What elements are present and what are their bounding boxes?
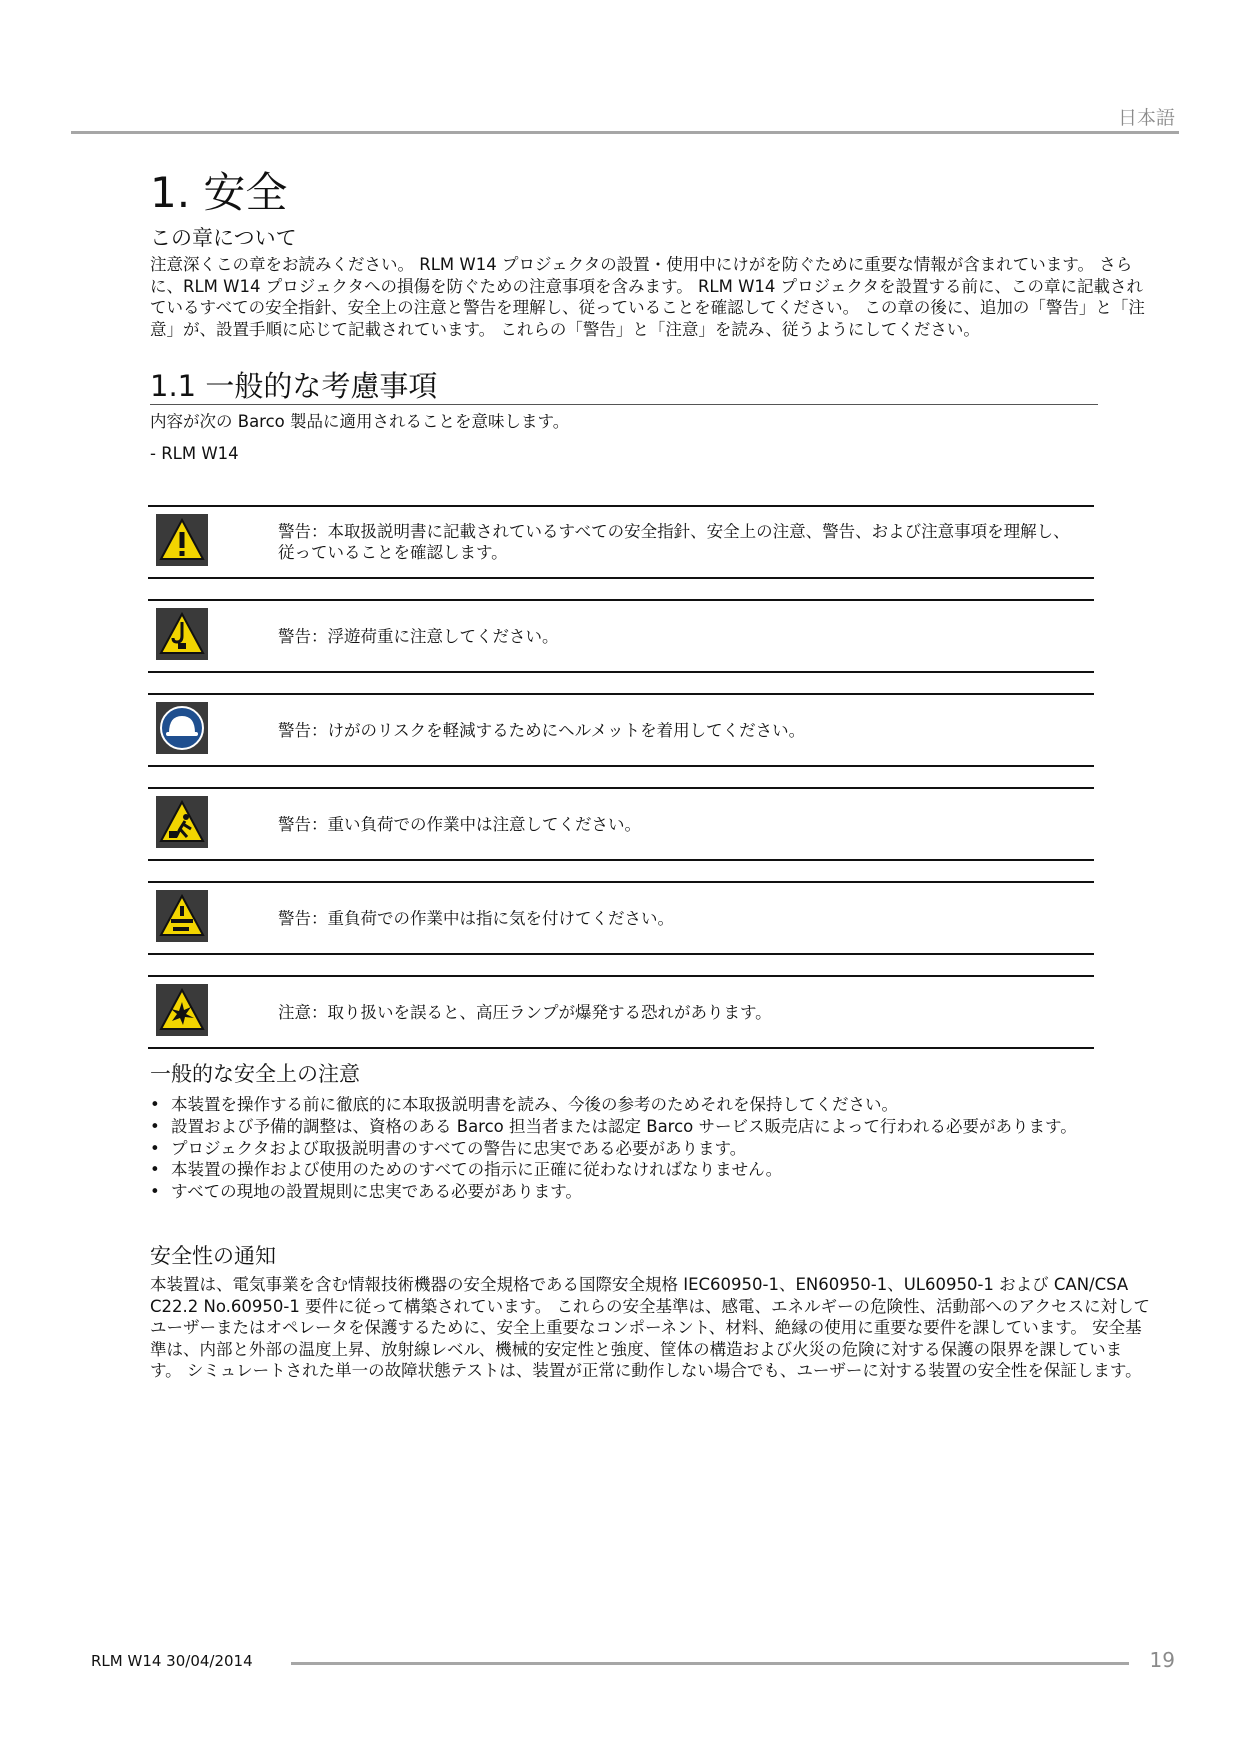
- about-chapter-heading: この章について: [150, 226, 297, 250]
- warning-row: [148, 693, 1094, 767]
- safety-precautions-heading: 一般的な安全上の注意: [150, 1062, 360, 1086]
- warning-row: [148, 599, 1094, 673]
- warning-row: [148, 787, 1094, 861]
- warning-row: [148, 975, 1094, 1049]
- warning-text: 注意：取り扱いを誤ると、高圧ランプが爆発する恐れがあります。: [278, 1002, 772, 1022]
- language-label: 日本語: [1117, 107, 1175, 129]
- product-item: - RLM W14: [150, 444, 239, 463]
- explosion-icon: [156, 984, 208, 1036]
- warning-row: [148, 881, 1094, 955]
- about-chapter-text: 注意深くこの章をお読みください。 RLM W14 プロジェクタの設置・使用中にけがを防ぐために重要な情報が含まれています。 さらに、RLM W14 プロジェクタへの損傷を防ぐための注意事項を含みます。 RLM W14 プロジェクタを設置する前に、この章に記載されているすべての安全指針、安全上の注意と警告を理解し、従っていることを確認してください。 この章の後に、追加の「警告」と「注意」が、設置手順に応じて記載されています。 これらの「警告」と「注意」を読み、従うようにしてください。: [150, 255, 1145, 339]
- suspended-load-icon: [156, 608, 208, 660]
- warning-text: 警告：浮遊荷重に注意してください。: [278, 626, 559, 646]
- finger-pinch-icon: [156, 890, 208, 942]
- helmet-icon: [156, 702, 208, 754]
- warning-row: [148, 505, 1094, 579]
- list-item: • 本装置を操作する前に徹底的に本取扱説明書を読み、今後の参考のためそれを保持してください。: [150, 1094, 1077, 1116]
- warning-text: 警告：重負荷での作業中は指に気を付けてください。: [278, 908, 674, 928]
- safety-precautions-list: [150, 1094, 1077, 1203]
- heavy-load-icon: [156, 796, 208, 848]
- list-item: • 本装置の操作および使用のためのすべての指示に正確に従わなければなりません。: [150, 1159, 1077, 1181]
- page-number: 19: [1149, 1648, 1175, 1672]
- warning-list: [148, 505, 1094, 1069]
- list-item: • 設置および予備的調整は、資格のある Barco 担当者または認定 Barco サービス販売店によって行われる必要があります。: [150, 1116, 1077, 1138]
- warning-text: 警告：重い負荷での作業中は注意してください。: [278, 814, 641, 834]
- general-warning-icon: [156, 514, 208, 566]
- footer-rule: [291, 1662, 1129, 1665]
- warning-text: 警告：けがのリスクを軽減するためにヘルメットを着用してください。: [278, 720, 806, 740]
- footer-doc-id: RLM W14 30/04/2014: [91, 1652, 253, 1670]
- header-rule: [71, 131, 1179, 134]
- safety-notice-text: 本装置は、電気事業を含む情報技術機器の安全規格である国際安全規格 IEC60950-1、EN60950-1、UL60950-1 および CAN/CSA C22.2 No.60950-1 要件に従って構築されています。 これらの安全基準は、感電、エネルギーの危険性、活動部へのアクセスに対してユーザーまたはオペレータを保護するために、安全上重要なコンポーネント、材料、絶縁の使用に重要な要件を課しています。 安全基準は、内部と外部の温度上昇、放射線レベル、機械的安定性と強度、筐体の構造および火災の危険に対する保護の限界を課しています。 シミュレートされた単一の故障状態テストは、装置が正常に動作しない場合でも、ユーザーに対する装置の安全性を保証します。: [150, 1275, 1151, 1380]
- chapter-title: 1. 安全: [150, 168, 288, 217]
- list-item: • プロジェクタおよび取扱説明書のすべての警告に忠実である必要があります。: [150, 1138, 1077, 1160]
- list-item: • すべての現地の設置規則に忠実である必要があります。: [150, 1181, 1077, 1203]
- safety-notice-heading: 安全性の通知: [150, 1244, 276, 1268]
- applies-text: 内容が次の Barco 製品に適用されることを意味します。: [150, 412, 570, 431]
- warning-text: 警告：本取扱説明書に記載されているすべての安全指針、安全上の注意、警告、および注意事項を理解し、従っていることを確認します。: [278, 522, 1070, 562]
- section-heading: 1.1 一般的な考慮事項: [150, 368, 1098, 405]
